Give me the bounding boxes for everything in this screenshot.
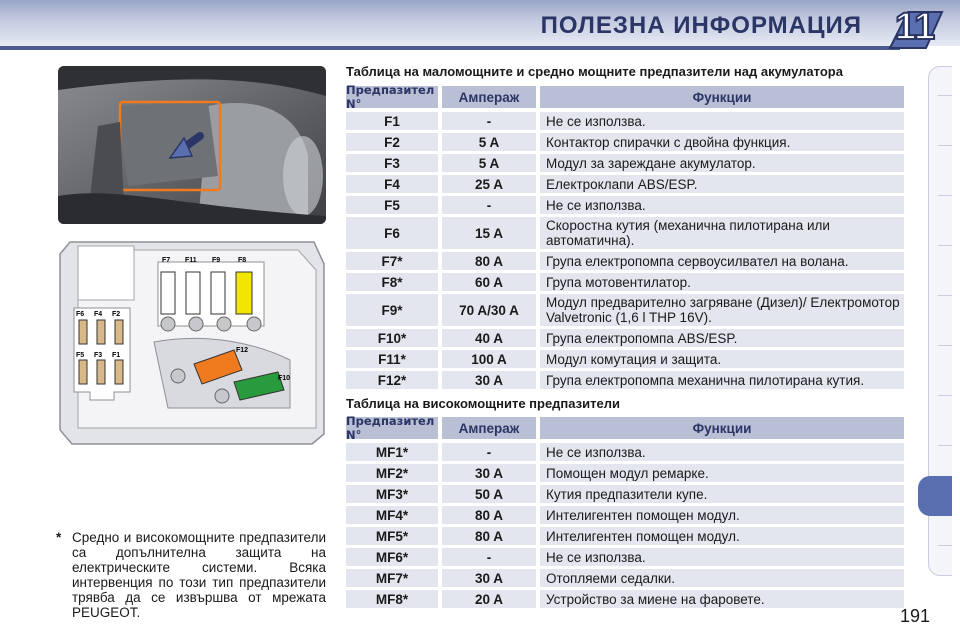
fuse-amperage: 70 A/30 A bbox=[442, 294, 536, 326]
fuse-id: F11* bbox=[346, 350, 438, 368]
fuse-amperage: 60 A bbox=[442, 273, 536, 291]
fuse-amperage: 15 A bbox=[442, 217, 536, 249]
table-row bbox=[346, 371, 904, 389]
fuse-id: MF8* bbox=[346, 590, 438, 608]
fuse-amperage: 40 A bbox=[442, 329, 536, 347]
fuse-id: MF1* bbox=[346, 443, 438, 461]
fuse-box-diagram bbox=[58, 240, 326, 446]
fuse-function: Контактор спирачки с двойна функция. bbox=[540, 133, 904, 151]
engine-bay-illustration bbox=[58, 66, 326, 224]
table-row bbox=[346, 294, 904, 326]
fuse-amperage: 30 A bbox=[442, 371, 536, 389]
fuse-amperage: 80 A bbox=[442, 506, 536, 524]
fuse-amperage: - bbox=[442, 196, 536, 214]
table-row bbox=[346, 590, 904, 608]
fuse-box-illustration bbox=[58, 240, 326, 446]
table-row bbox=[346, 443, 904, 461]
label-f9: F9 bbox=[212, 257, 221, 264]
table-row bbox=[346, 196, 904, 214]
fuse-id: F4 bbox=[346, 175, 438, 193]
table-row bbox=[346, 329, 904, 347]
fuse-amperage: - bbox=[442, 443, 536, 461]
table-row bbox=[346, 273, 904, 291]
engine-bay-photo bbox=[58, 66, 326, 224]
table-row bbox=[346, 506, 904, 524]
fuse-amperage: - bbox=[442, 112, 536, 130]
fuse-function: Модул комутация и защита. bbox=[540, 350, 904, 368]
footnote bbox=[58, 530, 326, 620]
fuse-id: F1 bbox=[346, 112, 438, 130]
fuse-function: Помощен модул ремарке. bbox=[540, 464, 904, 482]
table2-header-row bbox=[346, 414, 904, 442]
table1-header-fuse: Предпазител N° bbox=[346, 86, 438, 108]
side-tab-divider bbox=[938, 395, 952, 396]
fuse-amperage: 30 A bbox=[442, 464, 536, 482]
fuse-id: F2 bbox=[346, 133, 438, 151]
fuse-id: F5 bbox=[346, 196, 438, 214]
table-row bbox=[346, 112, 904, 130]
label-f12: F12 bbox=[236, 347, 249, 354]
fuse-function: Интелигентен помощен модул. bbox=[540, 527, 904, 545]
side-tab-divider bbox=[938, 145, 952, 146]
side-tab-divider bbox=[938, 95, 952, 96]
fuse-function: Отопляеми седалки. bbox=[540, 569, 904, 587]
table-row bbox=[346, 485, 904, 503]
table-row bbox=[346, 217, 904, 249]
chapter-number: 11 bbox=[894, 6, 936, 48]
fuse-amperage: 5 A bbox=[442, 133, 536, 151]
fuse-id: MF3* bbox=[346, 485, 438, 503]
header-rule bbox=[0, 46, 900, 50]
fuse-id: MF6* bbox=[346, 548, 438, 566]
fuse-id: MF7* bbox=[346, 569, 438, 587]
table2-header-amperage: Ампераж bbox=[442, 417, 536, 439]
fuse-amperage: 20 A bbox=[442, 590, 536, 608]
footnote-text: Средно и високомощните предпазители са допълнителна защита на електрическите системи. Всяка интервенция по този тип предпазители трявба да се извършва от мрежата PEUGEOT. bbox=[72, 530, 326, 620]
fuse-id: F12* bbox=[346, 371, 438, 389]
fuse-amperage: - bbox=[442, 548, 536, 566]
label-f1: F1 bbox=[112, 352, 121, 359]
table-row bbox=[346, 350, 904, 368]
table-row bbox=[346, 569, 904, 587]
label-f8: F8 bbox=[238, 257, 247, 264]
label-f5: F5 bbox=[76, 352, 85, 359]
fuse-function: Група мотовентилатор. bbox=[540, 273, 904, 291]
fuse-function: Група електропомпа ABS/ESP. bbox=[540, 329, 904, 347]
fuse-amperage: 80 A bbox=[442, 252, 536, 270]
fuse-function: Модул за зареждане акумулатор. bbox=[540, 154, 904, 172]
table2-title: Таблица на високомощните предпазители bbox=[346, 396, 620, 411]
table-row bbox=[346, 527, 904, 545]
side-tab-divider bbox=[938, 345, 952, 346]
fuse-amperage: 25 A bbox=[442, 175, 536, 193]
fuse-function: Не се използва. bbox=[540, 443, 904, 461]
fuse-amperage: 100 A bbox=[442, 350, 536, 368]
fuse-function: Група електропомпа механична пилотирана кутия. bbox=[540, 371, 904, 389]
label-f2: F2 bbox=[112, 311, 121, 318]
fuse-id: F3 bbox=[346, 154, 438, 172]
fuse-id: F8* bbox=[346, 273, 438, 291]
fuse-function: Група електропомпа сервоусилвател на волана. bbox=[540, 252, 904, 270]
fuse-function: Интелигентен помощен модул. bbox=[540, 506, 904, 524]
label-f10: F10 bbox=[278, 375, 291, 382]
label-f11: F11 bbox=[185, 257, 197, 264]
fuse-id: F10* bbox=[346, 329, 438, 347]
fuse-id: F7* bbox=[346, 252, 438, 270]
label-f4: F4 bbox=[94, 311, 103, 318]
side-tab-divider bbox=[938, 245, 952, 246]
table-row bbox=[346, 133, 904, 151]
footnote-star: * bbox=[56, 530, 62, 545]
chapter-title: ПОЛЕЗНА ИНФОРМАЦИЯ bbox=[540, 12, 862, 39]
chapter-number-badge bbox=[886, 8, 944, 52]
fuse-function: Устройство за миене на фаровете. bbox=[540, 590, 904, 608]
table1-header-functions: Функции bbox=[540, 86, 904, 108]
fuse-amperage: 80 A bbox=[442, 527, 536, 545]
fuse-amperage: 30 A bbox=[442, 569, 536, 587]
fuse-id: MF5* bbox=[346, 527, 438, 545]
table2-header-fuse: Предпазител N° bbox=[346, 417, 438, 439]
table1-title: Таблица на маломощните и средно мощните предпазители над акумулатора bbox=[346, 64, 843, 79]
fuse-function: Скоростна кутия (механична пилотирана или автоматична). bbox=[540, 217, 904, 249]
table1-header-row bbox=[346, 83, 904, 111]
table2-header-functions: Функции bbox=[540, 417, 904, 439]
table-row bbox=[346, 548, 904, 566]
fuse-id: F6 bbox=[346, 217, 438, 249]
page-header bbox=[0, 0, 960, 54]
table1-header-amperage: Ампераж bbox=[442, 86, 536, 108]
fuse-function: Електроклапи ABS/ESP. bbox=[540, 175, 904, 193]
fuse-id: MF4* bbox=[346, 506, 438, 524]
table-row bbox=[346, 175, 904, 193]
fuse-amperage: 50 A bbox=[442, 485, 536, 503]
label-f7: F7 bbox=[162, 257, 171, 264]
side-tab-divider bbox=[938, 195, 952, 196]
fuse-function: Не се използва. bbox=[540, 548, 904, 566]
fuse-id: MF2* bbox=[346, 464, 438, 482]
page-number: 191 bbox=[899, 606, 930, 626]
side-tab-divider bbox=[938, 445, 952, 446]
fuse-function: Не се използва. bbox=[540, 112, 904, 130]
fuse-id: F9* bbox=[346, 294, 438, 326]
side-tab-divider bbox=[938, 545, 952, 546]
fuse-amperage: 5 A bbox=[442, 154, 536, 172]
side-tab-active[interactable] bbox=[918, 476, 952, 516]
table-row bbox=[346, 464, 904, 482]
table-row bbox=[346, 252, 904, 270]
fuse-function: Кутия предпазители купе. bbox=[540, 485, 904, 503]
fuse-function: Не се използва. bbox=[540, 196, 904, 214]
label-f3: F3 bbox=[94, 352, 103, 359]
table-row bbox=[346, 154, 904, 172]
label-f6: F6 bbox=[76, 311, 85, 318]
side-tab-divider bbox=[938, 295, 952, 296]
fuse-function: Модул предварително загряване (Дизел)/ Електромотор Valvetronic (1,6 l THP 16V). bbox=[540, 294, 904, 326]
